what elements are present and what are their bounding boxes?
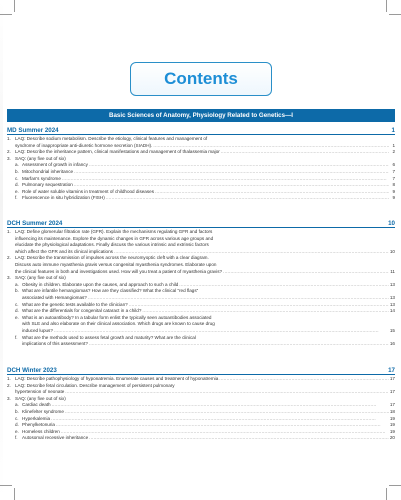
page-number: 13 [389,281,395,287]
toc-entry: 3. SAQ: (any five out of six) [7,155,66,161]
toc-entry-cont[interactable]: influencing its maintenance. Explore the dynamic changes in GFR across various age groups and [15,235,214,241]
page-number: 19 [389,422,395,428]
toc-entry-cont[interactable]: Discuss auto immune myasthenia gravis versus congenital myasthenia syndromes. Elaborate upon [15,261,217,267]
toc-subentry[interactable]: a. Cardiac death ..... 17 [7,402,395,409]
toc-entry: 3. SAQ: (any five out of six) [7,395,66,401]
leader-dots [54,328,389,335]
page-number: 13 [389,294,395,300]
leader-dots [114,249,389,256]
toc-subentry[interactable]: e. Homeless children ..... 19 [7,429,395,436]
page-number: 10 [389,248,395,254]
crop-mark [14,0,15,12]
crop-mark [14,488,15,500]
page-number: 7 [392,168,395,174]
toc-subentry[interactable]: f. Fluorescence in situ hybridization (FISH) ..... 9 [7,195,395,202]
toc-entry-cont[interactable]: hypertension of neonate ..... 17 [7,389,395,396]
page-title: Contents [164,69,238,88]
toc-entry[interactable]: 1. LAQ: Describe sodium metabolism. Describe the etiology, clinical features and management of [7,136,208,141]
toc-entry-cont[interactable]: which affect the GFR and its clinical implications ..... 10 [7,249,395,256]
leader-dots [142,308,388,315]
leader-dots [74,182,389,189]
page-number: 9 [392,188,395,194]
page-number: 9 [392,195,395,201]
page-number: 17 [389,389,395,395]
toc-entry-cont[interactable]: syndrome of inappropriate anti-diuretic hormone secretion (SIADH). ..... 1 [7,143,395,150]
crop-mark [0,14,12,15]
page-number: 19 [389,415,395,421]
toc-subentry-cont[interactable]: implications of this assessment? ..... 16 [7,341,395,348]
exam-name: DCH Summer 2024 [7,220,63,227]
leader-dots [62,176,389,183]
leader-dots [129,302,389,309]
page-number: 14 [389,308,395,314]
page-number: 20 [389,435,395,441]
crop-mark [386,0,387,12]
crop-mark [0,485,12,486]
leader-dots [52,402,389,409]
toc-subentry[interactable]: f. What are the methods used to assess fetal growth and maturity? What are the clinical [15,334,196,340]
toc-entry-cont[interactable]: elucidate the physiological adaptations. Finally discuss the various intrinsic and extrinsic factors [15,242,209,248]
toc-subentry[interactable]: c. Hyperkalemia ..... 19 [7,416,395,423]
leader-dots [223,269,389,276]
page-number: 11 [390,268,395,274]
exam-page[interactable]: 10 [388,220,395,227]
toc-subentry-cont[interactable]: induced lupus? ..... 15 [7,328,395,335]
toc-subentry[interactable]: e. Role of water soluble vitamins in treatment of childhood diseases ..... 9 [7,189,395,196]
toc-entry[interactable]: 1. LAQ: Describe pathophysiology of hyponatremia. Enumerate causes and treatment of hyponatremia ..... 17 [7,376,395,383]
leader-dots [89,162,389,169]
page-number: 7 [392,175,395,181]
toc-entry[interactable]: 1. LAQ: Define glomerular filtration rate (GFR). Explain the mechanisms regulating GFR and factors [7,229,213,234]
toc-subentry-cont[interactable]: with SLE and also elaborate on their clinical association. Which drugs are known to cause drug [22,321,215,327]
leader-dots [51,416,389,423]
toc-subentry[interactable]: e. What is an autoantibody? In a tabular form enlist the typically seen autoantibodies associated [15,314,212,320]
toc-subentry[interactable]: d. Pulmonary sequestration ..... 8 [7,182,395,189]
section-title: Basic Sciences of Anatomy, Physiology Related to Genetics—I [109,112,293,119]
toc-entry: 3. SAQ: (any five out of six) [7,275,66,281]
page-number: 17 [389,402,395,408]
toc-subentry[interactable]: b. Mitochondrial inheritance ..... 7 [7,169,395,176]
toc-entry[interactable]: 2. LAQ: Describe the transmission of impulses across the neuromyoptic cleft with a clear diagram. [7,255,209,261]
toc-group-md-summer-2024 [7,136,395,202]
toc-subentry[interactable]: f. Autosomal recessive inheritance ..... 20 [7,435,395,442]
crop-mark [389,485,401,486]
page-edge-shadow [0,0,3,500]
page-number: 8 [392,182,395,188]
toc-entry[interactable]: 2. LAQ: Describe the inheritance pattern, clinical manifestations and management of thalassemia major ..... 2 [7,149,395,156]
page-number: 1 [392,142,395,148]
section-header-bar [7,109,395,122]
exam-heading [7,124,395,135]
leader-dots [179,282,389,289]
leader-dots [106,195,389,202]
crop-mark [386,488,387,500]
toc-group-dch-summer-2024 [7,229,395,348]
toc-subentry[interactable]: c. What are the genetic tests available to the clinician? ..... 13 [7,302,395,309]
toc-subentry-cont[interactable]: associated with Hemangiomas? ..... 13 [7,295,395,302]
crop-mark [389,14,401,15]
exam-name: DCH Winter 2023 [7,367,57,374]
exam-page[interactable]: 17 [388,367,395,374]
exam-name: MD Summer 2024 [7,127,59,134]
leader-dots [56,422,389,429]
leader-dots [89,341,389,348]
toc-subentry[interactable]: b. Klinefelter syndrome ..... 18 [7,409,395,416]
page-number: 15 [389,327,395,333]
page-number: 13 [389,301,395,307]
page-number: 19 [389,428,395,434]
toc-group-dch-winter-2023 [7,376,395,442]
page-number: 6 [392,162,395,168]
contents-title-box [130,62,272,96]
exam-heading [7,217,395,228]
leader-dots [155,189,389,196]
toc-entry-cont[interactable]: the clinical features in both and investigations used. How will you treat a patient of myasthenia gravis? ..... 11 [7,269,395,276]
toc-subentry[interactable]: a. Obesity in children. Elaborate upon the causes, and approach to such a child ..... 13 [7,282,395,289]
leader-dots [65,409,389,416]
leader-dots [61,429,389,436]
toc-subentry[interactable]: d. Phenylketonuria ..... 19 [7,422,395,429]
page-number: 2 [392,149,395,155]
toc-entry[interactable]: 2. LAQ: Describe fetal circulation. Describe management of persistent pulmonary [7,382,175,388]
toc-subentry[interactable]: a. Assessment of growth in infancy ..... 6 [7,162,395,169]
leader-dots [153,143,389,150]
leader-dots [65,389,389,396]
page-number: 18 [389,408,395,414]
toc-subentry[interactable]: c. Marfan's syndrome ..... 7 [7,176,395,183]
page-number: 16 [389,341,395,347]
exam-page[interactable]: 1 [391,127,395,134]
leader-dots [74,169,389,176]
toc-subentry[interactable]: b. What are infantile hemangiomas? How are they classified? What the clinical “red flags” [15,288,199,294]
leader-dots [221,149,389,156]
page-number: 17 [389,376,395,381]
exam-heading [7,364,395,375]
leader-dots [88,295,389,302]
leader-dots [89,435,389,442]
toc-subentry[interactable]: d. What are the differentials for congenital cataract in a child? ..... 14 [7,308,395,315]
leader-dots [219,376,389,383]
